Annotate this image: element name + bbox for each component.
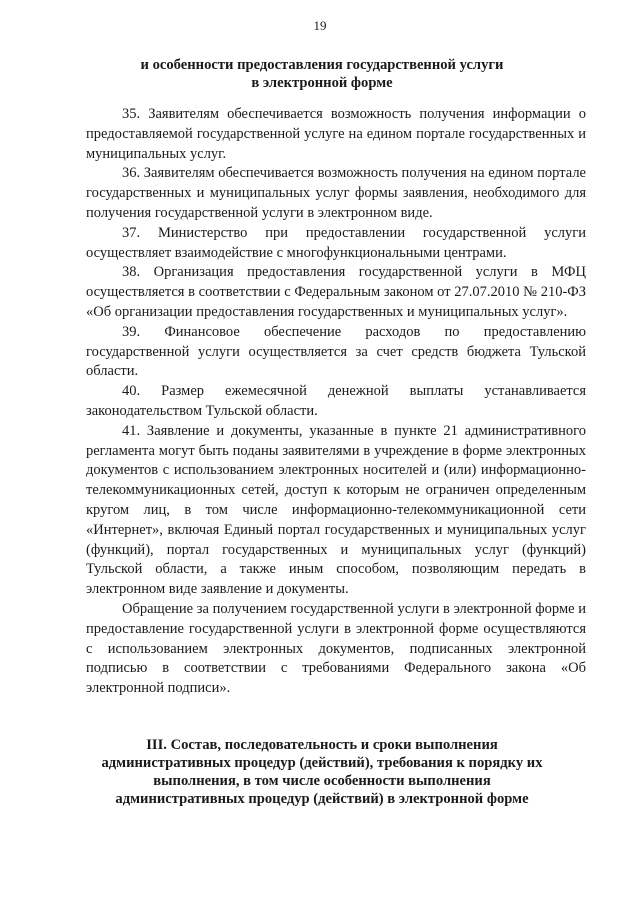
document-body (86, 105, 586, 699)
page-number: 19 (313, 18, 327, 33)
paragraph-electronic-form: Обращение за получением государственной услуги в электронной форме и предоставление государственной услуги в электронной форме осуществляются с использованием электронных документов, подписанных электронной подписью в соответствии с требованиями Федерального закона «Об электронной подписи». (86, 600, 586, 697)
section-heading-line: административных процедур (действий), требования к порядку их (101, 755, 543, 771)
paragraph-35: 35. Заявителям обеспечивается возможность получения информации о предоставляемой государственной услуге на едином портале государственных и муниципальных услуг. (86, 106, 586, 162)
paragraph-40: 40. Размер ежемесячной денежной выплаты устанавливается законодательством Тульской области. (86, 383, 586, 419)
paragraph-39: 39. Финансовое обеспечение расходов по предоставлению государственной услуги осуществляется за счет средств бюджета Тульской области. (86, 323, 586, 380)
paragraph-36: 36. Заявителям обеспечивается возможность получения на едином портале государственных и муниципальных услуг формы заявления, необходимого для получения государственной услуги в электронном виде. (86, 165, 586, 221)
paragraph-37: 37. Министерство при предоставлении государственной услуги осуществляет взаимодействие с многофункциональными центрами. (86, 224, 586, 261)
section-heading (82, 736, 562, 808)
section-heading-line: выполнения, в том числе особенности выполнения (153, 773, 491, 789)
subsection-heading (82, 56, 562, 92)
subsection-heading-line: и особенности предоставления государственной услуги (140, 57, 504, 73)
paragraph-38: 38. Организация предоставления государственной услуги в МФЦ осуществляется в соответствии с Федеральным законом от 27.07.2010 № 210-ФЗ «Об организации предоставления государственных и муниципальных услуг». (86, 264, 586, 320)
paragraph-41: 41. Заявление и документы, указанные в пункте 21 административного регламента могут быть поданы заявителями в учреждение в форме электронных документов с использованием электронных носителей и (или) информационно-телекоммуникационных сетей, доступ к которым не ограничен определенным кругом лиц, в том числе информационно-телекоммуникационной сети «Интернет», включая Единый портал государственных и муниципальных услуг (функций), портал государственных и муниципальных услуг (функций) Тульской области, а также иным способом, позволяющим передать в электронном виде заявление и документы. (86, 422, 586, 598)
subsection-heading-line: в электронной форме (251, 75, 393, 91)
section-heading-line: административных процедур (действий) в электронной форме (115, 791, 529, 807)
section-heading-line: III. Состав, последовательность и сроки выполнения (146, 737, 498, 753)
